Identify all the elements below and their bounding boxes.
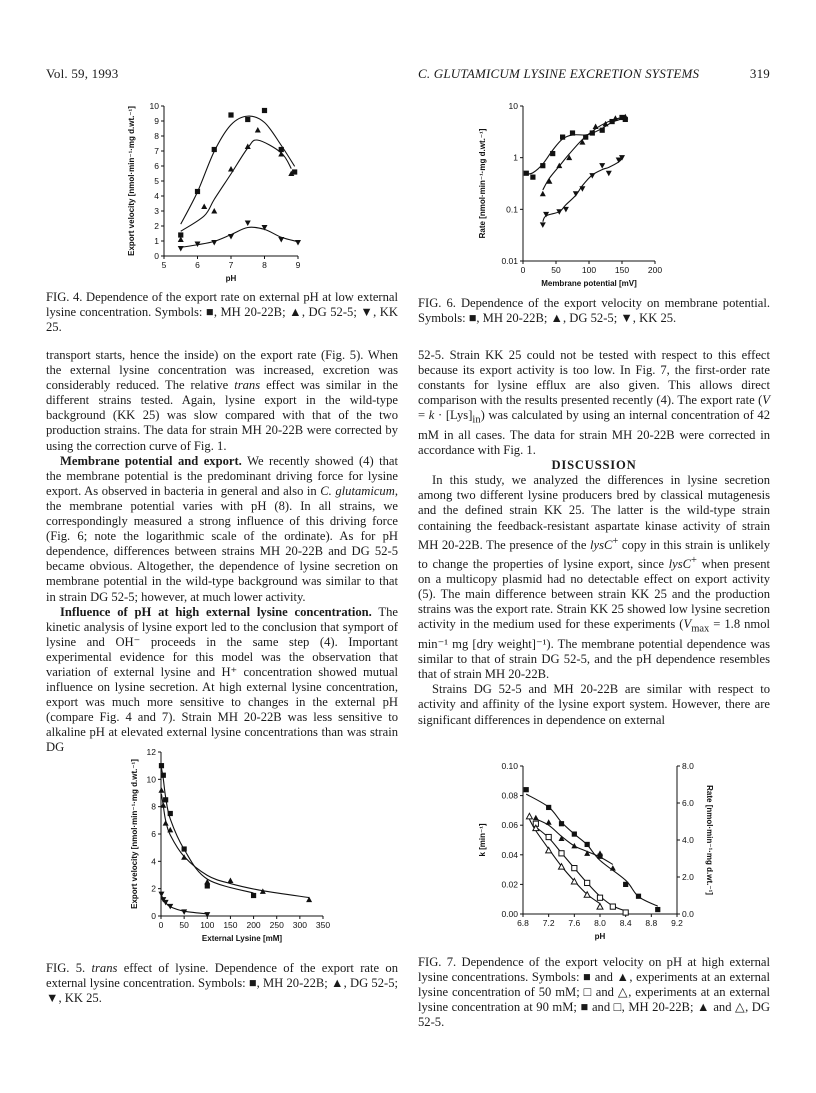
y-tick-label: 6 [151,829,156,839]
x-tick-label: 8 [262,260,267,270]
data-point [178,246,184,252]
y-axis-label: k [min⁻¹] [478,823,487,857]
x-tick-label: 150 [223,920,238,930]
data-point [600,128,605,133]
fit-curve [161,768,253,893]
data-point [589,173,595,179]
figure-7-chart [478,752,718,947]
y-tick-label: 10 [149,101,159,111]
data-point [255,127,261,133]
x-axis-label: pH [594,932,606,941]
data-point [204,912,210,918]
y-tick-label: 8 [151,801,156,812]
x-axis-label: Membrane potential [mV] [541,279,637,288]
data-point [655,907,660,912]
left-column [46,348,398,756]
x-tick-label: 9.2 [671,918,683,928]
data-point [204,879,210,885]
data-point [278,237,284,243]
figure-4-chart [120,98,320,283]
data-point [245,117,250,122]
paragraph-discussion-2: Strains DG 52-5 and MH 20-22B are similar with respect to activity and affinity of the lysine export system. However, there are significant differences in dependence on external [418,682,770,727]
data-point [572,866,577,871]
data-point [181,854,187,860]
data-point [163,820,169,826]
x-tick-label: 8.8 [645,918,658,928]
y-tick-label: 0.00 [501,909,518,919]
data-point [228,234,234,240]
paragraph-high-lysine: Influence of pH at high external lysine concentration. The kinetic analysis of lysine export led to the conclusion that symport of lysine and OH⁻ proceeds in the same step (4). Important experimental evidence for this model was the observation that variation of external lysine and H⁺ concentration showed mutual influence on lysine secretion. At high external lysine concentration, export was much more sensitive to changes in the external pH (compare Fig. 4 and 7). Strain MH 20-22B was less sensitive to alkaline pH at elevated external lysine concentrations than was strain DG [46,604,398,755]
figure-7-caption: FIG. 7. Dependence of the export velocity on pH at high external lysine concentrations. Symbols: ■ and ▲, experiments at an external lysine concentration of 50 mM; □ and △, experiments at an external lysine concentration at 90 mM; ■ and □, MH 20-22B; ▲ and △, DG 52-5. [418,955,770,1029]
y-tick-label: 9 [154,116,159,126]
data-point [593,124,599,130]
x-tick-label: 250 [269,920,284,930]
x-tick-label: 8.0 [594,918,606,928]
y-tick-label: 0.01 [501,256,518,266]
y-axis-label: Rate [nmol·min⁻¹·mg d.wt.⁻¹] [478,128,487,239]
data-point [195,189,200,194]
data-point [623,882,628,887]
x-tick-label: 7.2 [542,918,555,928]
data-point [570,130,575,135]
x-tick-label: 7 [228,260,234,270]
runin-heading-membrane: Membrane potential and export. [60,453,242,468]
figure-4 [120,98,320,283]
x-tick-label: 100 [200,920,215,930]
data-point [546,805,551,810]
fit-curve [181,116,295,224]
data-point [161,773,166,778]
data-point [526,813,532,819]
data-point [546,819,552,825]
fit-curve [181,140,292,231]
data-point [572,831,577,836]
y2-axis-label: Rate [nmol·min⁻¹·mg d.wt.⁻¹] [705,785,714,895]
data-point [540,222,546,228]
data-point [623,910,628,915]
page-number: 319 [749,66,770,81]
y-tick-label: 10 [146,774,156,785]
paragraph-membrane-potential: Membrane potential and export. We recently showed (4) that the membrane potential is the predominant driving force for lysine export. As observed in bacteria in general and also in C. glutamicum, the membrane potential varies with pH (8). In all strains, we correspondingly measured a strong influence of this driving force (Fig. 6; note the logarithmic scale of the ordinate). As for pH dependence, differences between strains MH 20-22B and DG 52-5 became obvious. Altogether, the dependence of lysine secretion on membrane potential in the wild-type background was similar to that in strain DG 52-5; however, at much lower activity. [46,453,398,604]
data-point [251,893,256,898]
data-point [573,191,579,197]
y2-tick-label: 2.0 [682,872,694,882]
y2-tick-label: 4.0 [682,835,694,845]
data-point [245,221,251,227]
y-tick-label: 0.04 [501,849,518,860]
y-tick-label: 0.1 [506,204,518,215]
x-tick-label: 6 [195,260,200,270]
data-point [540,163,545,168]
data-point [159,763,164,768]
data-point [524,171,529,176]
data-point [295,240,301,246]
y-tick-label: 6 [154,161,159,171]
y-tick-label: 12 [146,747,156,757]
data-point [201,204,207,210]
data-point [546,834,551,839]
y-tick-label: 2 [151,883,156,894]
data-point [182,846,187,851]
section-heading-discussion: DISCUSSION [551,458,637,473]
y-axis-label: Export velocity [nmol·min⁻¹·mg d.wt.⁻¹] [130,759,139,909]
y-axis-label: Export velocity [nmol·min⁻¹·mg d.wt.⁻¹] [127,106,136,256]
data-point [556,209,562,215]
data-point [612,115,618,121]
y-tick-label: 4 [151,856,156,867]
data-point [167,904,173,910]
y-tick-label: 0.10 [501,761,518,771]
x-tick-label: 9 [295,260,301,270]
y-tick-label: 8 [154,131,159,141]
y-tick-label: 1 [513,152,518,163]
y-tick-label: 7 [154,146,159,156]
runin-heading-ph: Influence of pH at high external lysine concentration. [60,604,372,619]
data-point [610,865,616,871]
x-tick-label: 0 [520,265,526,275]
x-tick-label: 300 [292,920,307,930]
figure-6-chart [475,98,675,293]
data-point [571,843,577,849]
data-point [559,821,564,826]
data-point [585,842,590,847]
y-tick-label: 1 [154,236,159,246]
data-point [546,847,552,853]
data-point [524,787,529,792]
data-point [158,892,164,898]
figure-6 [475,98,675,293]
data-point [610,904,615,909]
y-tick-label: 10 [508,101,518,111]
y-tick-label: 5 [154,176,159,186]
x-tick-label: 200 [647,265,663,275]
y-tick-label: 3 [154,206,159,216]
data-point [228,112,233,117]
data-point [262,108,267,113]
data-point [158,787,164,793]
data-point [563,207,569,213]
figure-7 [478,752,718,947]
data-point [228,166,234,172]
fit-curve [529,819,600,903]
data-point [181,909,187,915]
data-point [550,151,555,156]
data-point [559,851,564,856]
y-tick-label: 0 [151,911,156,921]
data-point [560,135,565,140]
data-point [585,880,590,885]
data-point [606,171,612,177]
right-column [418,348,770,728]
data-point [211,240,217,246]
y-tick-label: 0.02 [501,879,518,890]
data-point [636,894,641,899]
x-axis-label: External Lysine [mM] [201,934,283,943]
data-point [168,811,173,816]
data-point [597,904,603,910]
y2-tick-label: 8.0 [682,761,694,771]
x-tick-label: 100 [581,265,597,275]
data-point [533,815,539,821]
figure-5-chart [125,747,331,948]
x-tick-label: 50 [179,920,189,930]
data-point [540,191,546,197]
y-tick-label: 4 [154,191,159,201]
data-point [227,877,233,883]
data-point [597,895,602,900]
figure-5-caption: FIG. 5. trans effect of lysine. Dependence of the export rate on external lysine concentration. Symbols: ■, MH 20-22B; ▲, DG 52-5; ▼, KK 25. [46,961,398,1005]
data-point [163,797,168,802]
x-tick-label: 350 [315,920,331,930]
running-header-volume: Vol. 59, 1993 [46,66,119,81]
x-tick-label: 8.4 [619,918,632,928]
x-tick-label: 7.6 [568,918,581,928]
paragraph-kk25: 52-5. Strain KK 25 could not be tested with respect to this effect because its export activity is too low. In Fig. 7, the first-order rate constants for lysine efflux are also given. This allows direct comparison with the results presented recently (4). The export rate $(V = k \cdot [Lys]_{in})$ was calculated by using an internal concentration of 42 mM in all cases. The data for strain MH 20-22B were corrected in accordance with Fig. 1. [418,348,770,458]
x-tick-label: 6.8 [517,918,529,928]
running-header-title: C. GLUTAMICUM LYSINE EXCRETION SYSTEMS [418,66,700,81]
y2-tick-label: 0.0 [682,909,694,919]
paragraph-trans-effect: transport starts, hence the inside) on the export rate (Fig. 5). When the external lysine concentration was increased, excretion was considerably reduced. The relative trans effect was similar in the different strains tested. Again, lysine export in the wild-type background (KK 25) was slow compared with that of the two production strains. The data for strain MH 20-22B were corrected by using the correction curve of Fig. 1. [46,348,398,453]
x-tick-label: 150 [614,265,630,275]
x-axis-label: pH [225,274,237,283]
fit-curve [161,794,309,898]
data-point [212,147,217,152]
x-tick-label: 5 [161,260,167,270]
y-tick-label: 0.08 [501,790,518,801]
y-tick-label: 2 [154,221,159,231]
x-tick-label: 0 [158,920,164,930]
figure-4-caption: FIG. 4. Dependence of the export rate on external pH at low external lysine concentration. Symbols: ■, MH 20-22B; ▲, DG 52-5; ▼, KK 25. [46,290,398,334]
fit-curve [536,819,613,865]
running-header [418,66,770,82]
x-tick-label: 50 [551,265,561,275]
figure-5 [125,747,331,948]
y-tick-label: 0.06 [501,820,518,831]
data-point [599,163,605,169]
data-point [597,850,603,856]
figure-6-caption: FIG. 6. Dependence of the export velocity on membrane potential. Symbols: ■, MH 20-22B; ▲, DG 52-5; ▼, KK 25. [418,296,770,325]
paragraph-discussion-1: In this study, we analyzed the differences in lysine secretion among two different lysine producers bred by classical mutagenesis and the defined strain KK 25. The latter is the wild-type strain containing the feedback-resistant aspartate kinase activity of strain MH 20-22B. The presence of the lysC+ copy in this strain is unlikely to change the properties of lysine export, since lysC+ when present on a multicopy plasmid had no detectable effect on export activity (5). The main difference between strain KK 25 and the production strains was the export rate. Strain KK 25 showed low lysine secretion activity in the medium used for these experiments ($V_{max} = 1.8$ nmol min⁻¹ mg [dry weight]⁻¹). The membrane potential dependence was similar to that of strain DG 52-5, and the pH dependence resembles that of strain MH 20-22B. [418,473,770,682]
data-point [530,175,535,180]
data-point [566,155,572,161]
fit-curve [526,794,658,906]
y2-tick-label: 6.0 [682,798,694,808]
y-tick-label: 0 [154,251,159,261]
data-point [211,208,217,214]
x-tick-label: 200 [246,920,261,930]
